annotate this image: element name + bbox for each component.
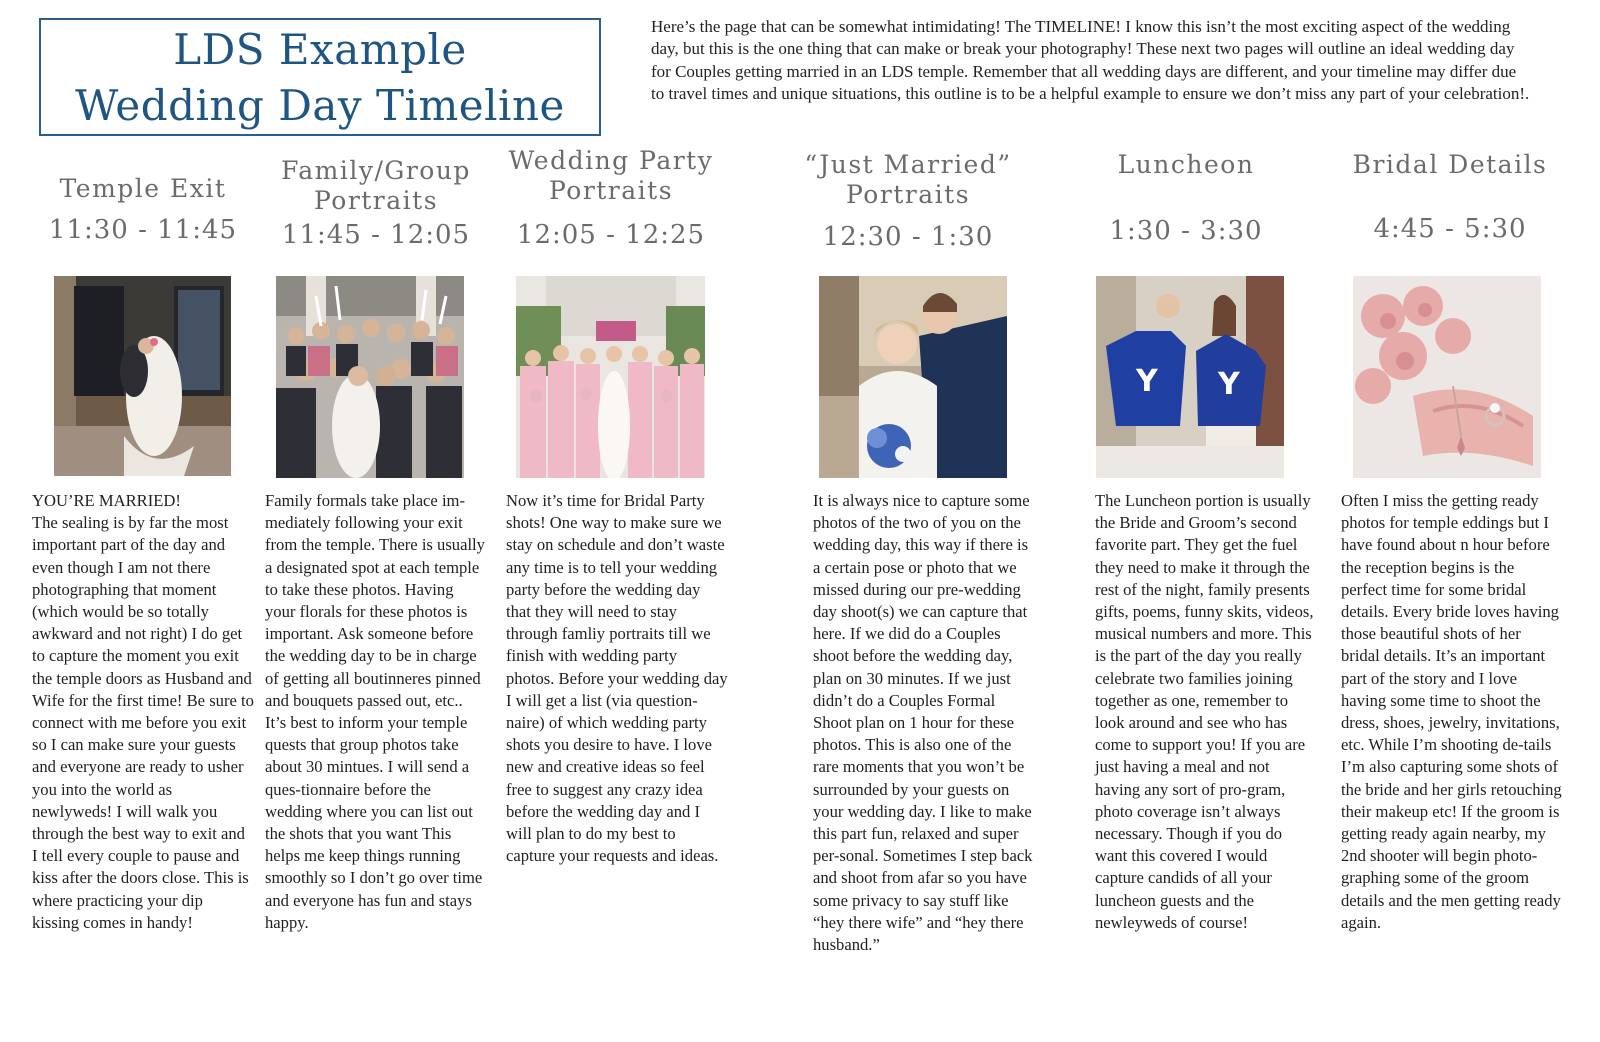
svg-text:Y: Y xyxy=(1218,367,1240,402)
column-time: 11:30 - 11:45 xyxy=(48,215,238,245)
column-time: 12:30 - 1:30 xyxy=(822,222,994,252)
luncheon-photo xyxy=(1096,276,1284,478)
title-box xyxy=(39,18,601,136)
column-heading: Luncheon xyxy=(1117,150,1255,179)
temple-exit-photo xyxy=(54,276,231,476)
column-heading: Temple Exit xyxy=(59,174,227,203)
column-time: 11:45 - 12:05 xyxy=(281,220,471,250)
column-heading: “Just Married” Portraits xyxy=(804,150,1012,209)
column-body: Now it’s time for Bridal Party shots! One way to make sure we stay on schedule and don’t waste any time is to tell your wedding party before the wedding day that they will need to stay through famliy portraits till we finish with wedding party photos. Before your wedding day I will get a list (via question-naire) of which wedding party shots you desire to have. I love new and creative ideas so feel free to suggest any crazy idea before the wedding day and I will plan to do my best to capture your requests and ideas. xyxy=(506,491,728,866)
bridal-details-photo xyxy=(1353,276,1541,478)
family-group-photo xyxy=(276,276,464,478)
column-body: Family formals take place im-mediately following your exit from the temple. There is usually a designated spot at each temple to take these photos. Having your florals for these photos is important. Ask someone before the wedding day to be in charge of getting all boutinneres pinned and bouquets passed out, etc.. It’s best to inform your temple quests that group photos take about 30 mintues. I will send a ques-tionnaire before the wedding where you can list out the shots that you want This helps me keep things running smoothly so I don’t go over time and everyone has fun and stays happy. xyxy=(265,491,485,932)
column-heading: Family/Group Portraits xyxy=(281,156,471,215)
column-body: The Luncheon portion is usually the Bride and Groom’s second favorite part. They get the fuel they need to make it through the rest of the night, family presents gifts, poems, funny skits, videos, musical numbers and more. This is the part of the day you really celebrate two families joining together as one, remember to look around and see who has come to support you! If you are just having a meal and not having any sort of pro-gram, photo coverage isn’t always necessary. Though if you do want this covered I would capture candids of all your luncheon guests and the newleyweds of course! xyxy=(1095,491,1314,932)
intro-paragraph: Here’s the page that can be somewhat intimidating! The TIMELINE! I know this isn’t the most exciting aspect of the wedding day, but this is the one thing that can make or break your photography! These next two pages will outline an ideal wedding day for Couples getting married in an LDS temple. Remember that all wedding days are different, and your timeline may differ due to travel times and unique situations, this outline is to be a helpful example to ensure we don’t miss any part of your celebration!. xyxy=(651,17,1530,104)
column-body: Often I miss the getting ready photos for temple eddings but I have found about n hour before the reception begins is the perfect time for some bridal details. Every bride loves having those beautiful shots of her bridal details. It’s an important part of the story and I love having some time to shoot the dress, shoes, jewelry, invitations, etc. While I’m shooting de-tails I’m also capturing some shots of the bride and her girls retouching their makeup etc! If the groom is getting ready again nearby, my 2nd shooter will begin photo-graphing some of the groom details and the men getting ready again. xyxy=(1341,491,1562,932)
page-title-line-1: LDS Example xyxy=(173,25,467,74)
column-time: 12:05 - 12:25 xyxy=(516,220,706,250)
column-heading: Wedding Party Portraits xyxy=(508,146,714,205)
column-heading: Bridal Details xyxy=(1352,150,1548,179)
wedding-party-photo xyxy=(516,276,705,478)
page-title-line-2: Wedding Day Timeline xyxy=(75,81,565,130)
svg-text:Y: Y xyxy=(1136,364,1158,399)
column-body: It is always nice to capture some photos of the two of you on the wedding day, this way if there is a certain pose or photo that we missed during our pre-wedding day shoot(s) we can capture that here. If we did do a Couples shoot before the wedding day, plan on 30 minutes. If we just didn’t do a Couples Formal Shoot plan on 1 hour for these photos. This is also one of the rare moments that you won’t be surrounded by your guests on your wedding day. I like to make this part fun, relaxed and super per-sonal. Sometimes I step back and shoot from afar so you have some privacy to say stuff like “hey there wife” and “hey there husband.” xyxy=(813,491,1033,955)
just-married-photo xyxy=(819,276,1007,478)
column-body: YOU’RE MARRIED! The sealing is by far the most important part of the day and even though I am not there photographing that moment (which would be so totally awkward and not right) I do get to capture the moment you exit the temple doors as Husband and Wife for the first time! Be sure to connect with me before you exit so I can make sure your guests and everyone are ready to usher you into the world as newlyweds! I will walk you through the best way to exit and I tell every couple to pause and kiss after the doors close. This is where practicing your dip kissing comes in handy! xyxy=(32,491,254,932)
column-time: 1:30 - 3:30 xyxy=(1109,216,1263,246)
column-time: 4:45 - 5:30 xyxy=(1373,214,1527,244)
